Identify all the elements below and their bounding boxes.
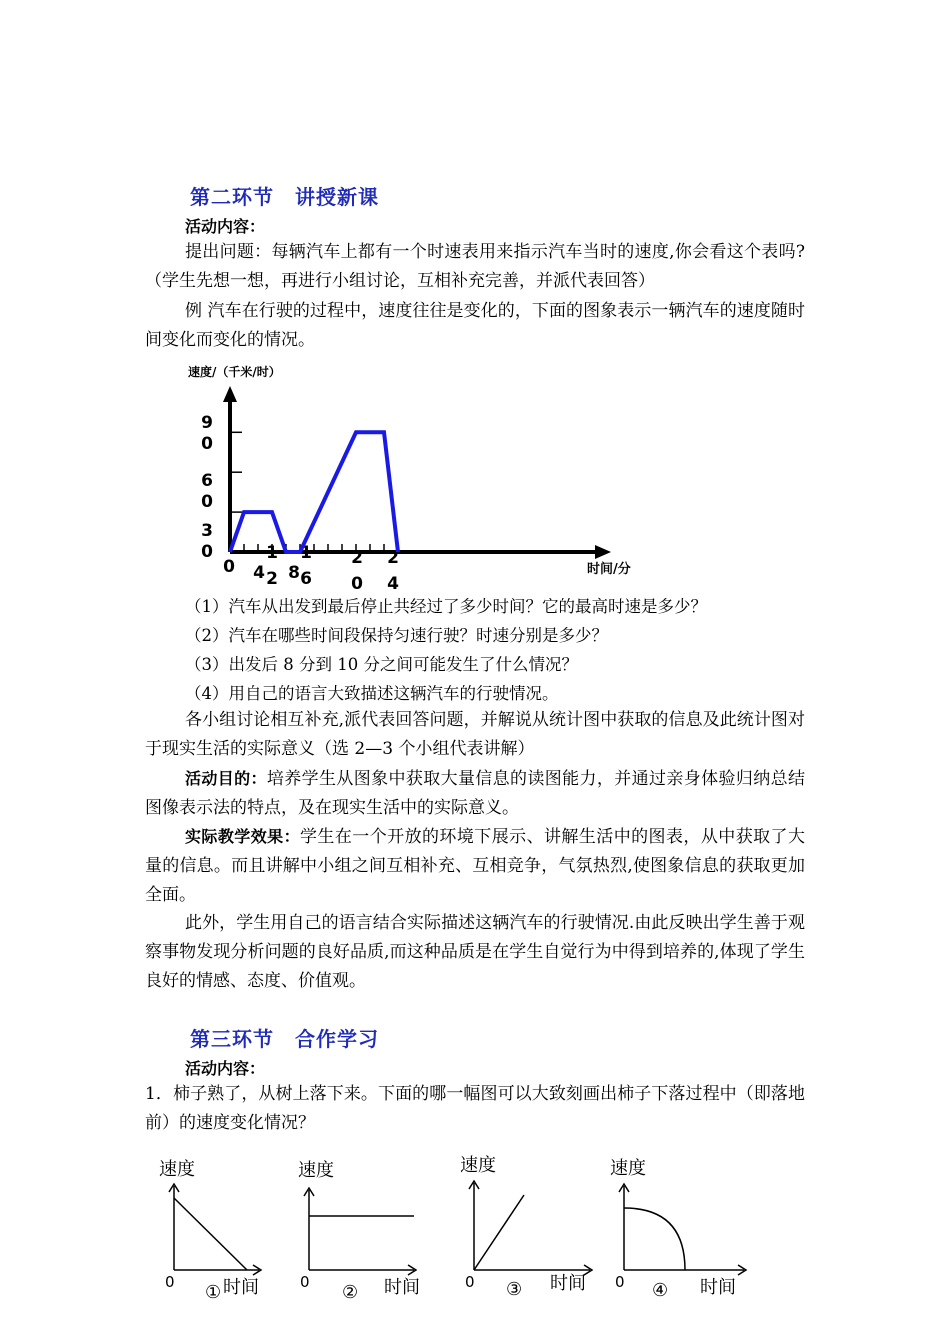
section3-activity-label: 活动内容： [185,1059,266,1078]
question-1: （1）汽车从出发到最后停止共经过了多少时间？它的最高时速是多少？ [185,597,707,616]
section2-para3: 各小组讨论相互补充,派代表回答问题，并解说从统计图中获取的信息及此统计图对于现实生活的实际意义（选 2—3 个小组代表讲解） [145,710,805,759]
chart-xlabel: 时间/分 [587,562,631,577]
option3-label: ③ [506,1279,523,1300]
option1-origin: 0 [165,1273,175,1291]
option4-origin: 0 [615,1273,625,1291]
section3-q1: 1．柿子熟了，从树上落下来。下面的哪一幅图可以大致刻画出柿子下落过程中（即落地前）的速度变化情况？ [145,1084,805,1133]
option1-curve [174,1198,247,1270]
y-axis-arrow [223,386,237,402]
purpose-text: 培养学生从图象中获取大量信息的读图能力，并通过亲身体验归纳总结图像表示法的特点，及在现实生活中的实际意义。 [145,769,805,818]
option4-label: ④ [652,1280,669,1301]
x-tick-label: 4 [253,563,265,583]
purpose-label: 活动目的： [185,769,267,788]
section2-activity-label: 活动内容： [185,217,266,236]
y-tick-label: 0 [201,492,213,512]
option-graph-1 [155,1148,265,1308]
option3-ylabel: 速度 [460,1155,496,1176]
chart-ylabel: 速度/（千米/时） [188,365,281,379]
x-tick-label: 8 [288,563,300,583]
effect-text: 学生在一个开放的环境下展示、讲解生活中的图表，从中获取了大量的信息。而且讲解中小组之间互相补充、互相竞争，气氛热烈,使图象信息的获取更加全面。 [145,827,805,905]
effect-label: 实际教学效果： [185,827,300,846]
section2-para2: 例 汽车在行驶的过程中，速度往往是变化的，下面的图象表示一辆汽车的速度随时间变化而变化的情况。 [145,301,805,350]
speed-time-chart [185,360,645,595]
option3-curve [474,1195,524,1270]
x-tick-label: 2 [387,548,399,568]
question-2: （2）汽车在哪些时间段保持匀速行驶？时速分别是多少？ [185,626,608,645]
x-axis-arrow [595,545,611,559]
section2-heading: 第二环节 讲授新课 [190,185,379,209]
option1-xlabel: 时间 [223,1277,259,1298]
option2-origin: 0 [300,1273,310,1291]
option-graph-4 [608,1148,753,1308]
x-tick-label: 0 [223,557,235,577]
x-tick-label: 2 [266,569,278,589]
y-tick-label: 0 [201,434,213,454]
option2-ylabel: 速度 [298,1160,334,1181]
section3-heading: 第三环节 合作学习 [190,1027,379,1051]
option4-xlabel: 时间 [700,1277,736,1298]
option1-ylabel: 速度 [159,1159,195,1180]
x-tick-label: 6 [300,569,312,589]
section2-para1: 提出问题：每辆汽车上都有一个时速表用来指示汽车当时的速度,你会看这个表吗?（学生先想一想，再进行小组讨论，互相补充完善，并派代表回答） [145,242,805,291]
question-3: （3）出发后 8 分到 10 分之间可能发生了什么情况？ [185,655,578,674]
option3-xlabel: 时间 [550,1273,586,1294]
option4-curve [624,1208,685,1270]
question-4: （4）用自己的语言大致描述这辆汽车的行驶情况。 [185,684,559,703]
x-tick-label: 2 [351,548,363,568]
x-tick-label: 1 [300,543,312,563]
y-tick-label: 3 [201,521,213,541]
section2-para4: 此外，学生用自己的语言结合实际描述这辆汽车的行驶情况.由此反映出学生善于观察事物发现分析问题的良好品质,而这种品质是在学生自觉行为中得到培养的,体现了学生良好的情感、态度、价值观。 [145,913,805,991]
option4-ylabel: 速度 [610,1158,646,1179]
option-graph-2 [296,1148,436,1308]
y-tick-label: 0 [201,542,213,562]
section2-purpose [145,764,805,823]
x-tick-label: 1 [266,543,278,563]
speed-series-line [230,432,398,552]
option2-xlabel: 时间 [384,1277,420,1298]
option-graph-3 [458,1145,598,1305]
option3-origin: 0 [465,1273,475,1291]
section2-effect [145,822,805,910]
x-tick-label: 4 [387,574,399,594]
option2-label: ② [342,1282,359,1303]
x-tick-label: 0 [351,574,363,594]
y-tick-label: 6 [201,471,213,491]
y-tick-label: 9 [201,413,213,433]
option1-label: ① [205,1282,222,1303]
